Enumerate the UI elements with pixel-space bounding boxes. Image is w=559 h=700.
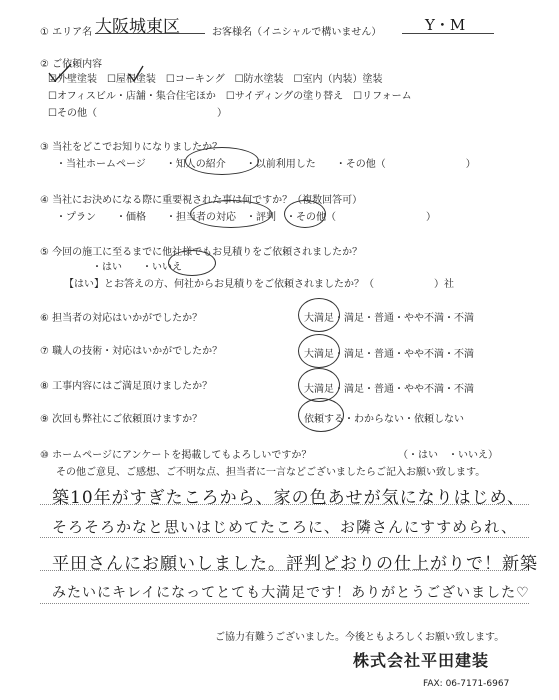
- q4-options: ・プラン ・価格 ・担当者の対応 ・評判 ・その他（ ）: [56, 212, 436, 223]
- q5-followup: 【はい】とお答えの方、何社からお見積りをご依頼されましたか？（ ）社: [64, 279, 454, 290]
- q2-row2: ☐オフィスビル・店舗・集合住宅ほか ☐サイディングの塗り替え ☐リフォーム: [48, 91, 412, 102]
- selected-circle: [185, 147, 259, 175]
- comment-line-3: 平田さんにお願いしました。評判どおりの仕上がりで！新築: [52, 554, 538, 574]
- checkmark-icon: [127, 64, 145, 84]
- area-underline: [95, 33, 205, 34]
- comment-line-2: そろそろかなと思いはじめてたころに、お隣さんにすすめられ、: [52, 518, 518, 536]
- company-name: 株式会社平田建装: [353, 651, 490, 670]
- selected-circle: [190, 200, 272, 228]
- q10-label: ⑩ ホームページにアンケートを掲載してもよろしいですか？: [40, 450, 312, 461]
- q5-options: ・はい ・いいえ: [92, 262, 182, 273]
- q6-label: ⑥ 担当者の対応はいかがでしたか？: [40, 313, 203, 324]
- q8-label: ⑧ 工事内容にはご満足頂けましたか？: [40, 381, 213, 392]
- q4-label: ④ 当社にお決めになる際に重要視された事は何ですか？（複数回答可）: [40, 195, 363, 206]
- q2-row3: ☐その他（ ）: [48, 108, 227, 119]
- q3-label: ③ 当社をどこでお知りになりましたか？: [40, 142, 223, 153]
- q9-options: 依頼する・わからない・依頼しない: [304, 414, 464, 425]
- selected-circle: [168, 250, 216, 276]
- q2-label: ② ご依頼内容: [40, 59, 103, 70]
- comment-line-4: みたいにキレイになってとても大満足です！ありがとうございました♡: [52, 585, 530, 601]
- comment-line-1: 築10年がすぎたころから、家の色あせが気になりはじめ、: [52, 488, 525, 508]
- q5-label: ⑤ 今回の施工に至るまでに他社様でもお見積りをご依頼されましたか？: [40, 247, 363, 258]
- q10-note: その他ご意見、ご感想、ご不明な点、担当者に一言などございましたらご記入お願い致します。: [56, 467, 486, 478]
- checkmark-icon: [46, 62, 74, 84]
- q9-label: ⑨ 次回も弊社にご依頼頂けますか？: [40, 414, 203, 425]
- selected-circle: [284, 200, 326, 228]
- selected-circle: [298, 398, 344, 432]
- area-value: 大阪城東区: [95, 17, 180, 37]
- q7-label: ⑦ 職人の技術・対応はいかがでしたか？: [40, 346, 223, 357]
- q3-options: ・当社ホームページ ・知人の紹介 ・以前利用した ・その他（ ）: [56, 159, 476, 170]
- customer-label: お客様名（イニシャルで構いません）: [212, 27, 382, 38]
- area-label: ① エリア名: [40, 27, 93, 38]
- selected-circle: [298, 334, 340, 368]
- footer-thanks: ご協力有難うございました。今後ともよろしくお願い致します。: [215, 632, 505, 643]
- selected-circle: [298, 298, 340, 332]
- selected-circle: [298, 368, 340, 402]
- fax-number: FAX: 06-7171-6967: [423, 679, 510, 689]
- customer-underline: [402, 33, 494, 34]
- comment-rule: [40, 603, 529, 604]
- customer-value: Y・M: [425, 16, 466, 34]
- q10-options: （・はい ・いいえ）: [398, 450, 498, 461]
- q8-options: 大満足・満足・普通・やや不満・不満: [304, 384, 474, 395]
- q6-options: 大満足・満足・普通・やや不満・不満: [304, 313, 474, 324]
- q7-options: 大満足・満足・普通・やや不満・不満: [304, 349, 474, 360]
- q2-row1: ☑外壁塗装 ☐屋根塗装 ☐コーキング ☐防水塗装 ☐室内（内装）塗装: [48, 74, 383, 85]
- comment-rule: [40, 537, 529, 538]
